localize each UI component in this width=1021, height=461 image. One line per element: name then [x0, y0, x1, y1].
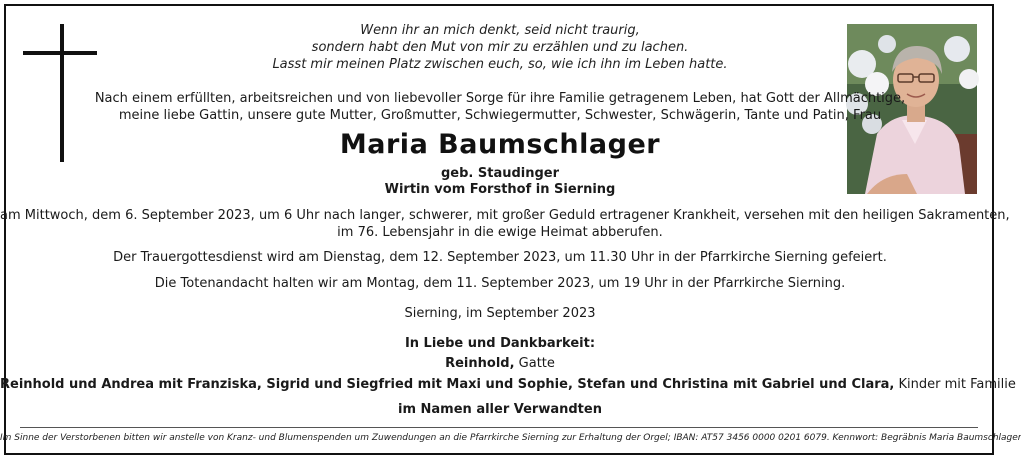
family-line: [0, 376, 1016, 393]
funeral-service: Der Trauergottesdienst wird am Dienstag, dem 12. September 2023, um 11.30 Uhr in der Pfarrkirche Sierning gefeiert.: [113, 250, 887, 265]
poem-line-2: sondern habt den Mut von mir zu erzählen und zu lachen.: [311, 40, 689, 55]
gratitude-heading: In Liebe und Dankbarkeit:: [404, 336, 596, 351]
spouse-role: Gatte: [514, 356, 555, 371]
spouse-name: Reinhold,: [445, 356, 515, 371]
family-names: Reinhold und Andrea mit Franziska, Sigrid und Siegfried mit Maxi und Sophie, Stefan und Christina mit Gabriel und Clara,: [0, 377, 895, 392]
vigil-service: Die Totenandacht halten wir am Montag, dem 11. September 2023, um 19 Uhr in der Pfarrkirche Sierning.: [154, 276, 846, 291]
footer-divider: [20, 427, 978, 428]
poem-line-1: Wenn ihr an mich denkt, seid nicht traurig,: [360, 23, 640, 38]
donation-footer: Im Sinne der Verstorbenen bitten wir anstelle von Kranz- und Blumenspenden um Zuwendungen an die Pfarrkirche Sierning zur Erhaltung der Orgel; IBAN: AT57 3456 0000 0201 6079. Kennwort: Begräbnis Maria Baumschlager: [0, 433, 1021, 443]
intro-line-2: meine liebe Gattin, unsere gute Mutter, Großmutter, Schwiegermutter, Schwester, Schwägerin, Tante und Patin, Frau: [118, 108, 882, 123]
maiden-name: geb. Staudinger: [440, 166, 560, 181]
poem-line-3: Lasst mir meinen Platz zwischen euch, so, wie ich ihn im Leben hatte.: [272, 57, 728, 72]
family-role: Kinder mit Familie: [894, 377, 1016, 392]
death-notice-line-1: am Mittwoch, dem 6. September 2023, um 6 Uhr nach langer, schwerer, mit großer Geduld ertragener Krankheit, versehen mit den heiligen Sakramenten,: [0, 208, 1010, 223]
deceased-role: Wirtin vom Forsthof in Sierning: [384, 182, 616, 197]
death-notice-line-2: im 76. Lebensjahr in die ewige Heimat abberufen.: [337, 225, 663, 240]
intro-line-1: Nach einem erfüllten, arbeitsreichen und von liebevoller Sorge für ihre Familie getragenem Leben, hat Gott der Allmächtige,: [94, 91, 906, 106]
deceased-name: Maria Baumschlager: [339, 129, 661, 160]
spouse-line: [0, 355, 1000, 372]
relatives-line: im Namen aller Verwandten: [398, 402, 602, 417]
place-date: Sierning, im September 2023: [404, 306, 596, 321]
